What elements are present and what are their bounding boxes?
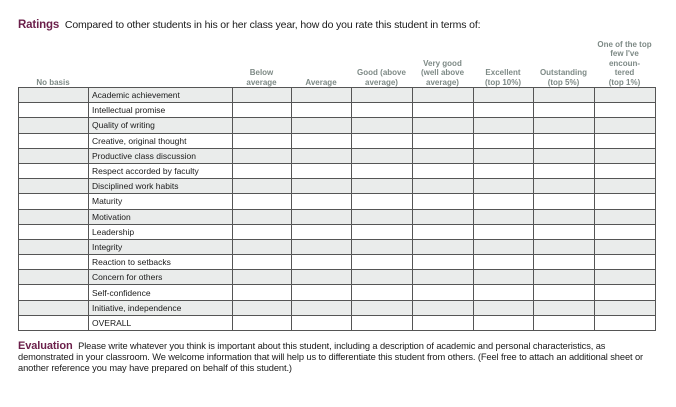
rating-cell[interactable]: [474, 270, 534, 285]
rating-row: [19, 133, 656, 148]
rating-cell[interactable]: [19, 148, 89, 163]
rating-cell[interactable]: [352, 133, 413, 148]
rating-cell[interactable]: [352, 239, 413, 254]
ratings-heading: [18, 19, 480, 31]
rating-cell[interactable]: [534, 255, 595, 270]
rating-row: [19, 209, 656, 224]
rating-cell[interactable]: [352, 118, 413, 133]
rating-cell[interactable]: [233, 179, 292, 194]
rating-cell[interactable]: [233, 270, 292, 285]
rating-cell[interactable]: [352, 315, 413, 330]
rating-cell[interactable]: [233, 103, 292, 118]
rating-cell[interactable]: [292, 209, 352, 224]
rating-cell[interactable]: [292, 194, 352, 209]
rating-cell[interactable]: [352, 300, 413, 315]
rating-cell[interactable]: [534, 270, 595, 285]
rating-cell[interactable]: [233, 118, 292, 133]
rating-row: [19, 118, 656, 133]
rating-cell[interactable]: [474, 300, 534, 315]
rating-cell[interactable]: [19, 300, 89, 315]
rating-cell[interactable]: [534, 209, 595, 224]
rating-cell[interactable]: [292, 239, 352, 254]
rating-row: [19, 255, 656, 270]
column-header-average: Average: [305, 77, 337, 87]
rating-cell[interactable]: [595, 148, 656, 163]
rating-cell[interactable]: [474, 239, 534, 254]
rating-cell[interactable]: [19, 88, 89, 103]
rating-cell[interactable]: [19, 118, 89, 133]
rating-cell[interactable]: [292, 255, 352, 270]
rating-cell[interactable]: [19, 209, 89, 224]
rating-cell[interactable]: [534, 224, 595, 239]
rating-cell[interactable]: [534, 194, 595, 209]
rating-cell[interactable]: [474, 224, 534, 239]
rating-cell[interactable]: [233, 148, 292, 163]
evaluation-text: Please write whatever you think is important about this student, including a description of academic and personal characteristics, as demonstrated in your classroom. We welcome information that will help us to differentiate this student from others. (Feel free to attach an additional sheet or another reference you may have prepared on behalf of this student.): [18, 341, 644, 373]
rating-cell[interactable]: [474, 163, 534, 178]
rating-cell[interactable]: [474, 194, 534, 209]
rating-cell[interactable]: [352, 163, 413, 178]
rating-cell[interactable]: [534, 163, 595, 178]
rating-cell[interactable]: [595, 315, 656, 330]
criterion-label: Creative, original thought: [89, 133, 233, 148]
criterion-label: Concern for others: [89, 270, 233, 285]
rating-cell[interactable]: [292, 224, 352, 239]
criterion-label: Reaction to setbacks: [89, 255, 233, 270]
column-header-very-good: Very good (well above average): [420, 58, 465, 87]
rating-cell[interactable]: [413, 88, 474, 103]
rating-cell[interactable]: [534, 148, 595, 163]
rating-row: [19, 270, 656, 285]
rating-row: [19, 179, 656, 194]
rating-row: [19, 300, 656, 315]
rating-row: [19, 163, 656, 178]
evaluation-title: Evaluation: [18, 340, 73, 352]
rating-cell[interactable]: [233, 209, 292, 224]
rating-cell[interactable]: [19, 163, 89, 178]
rating-cell[interactable]: [474, 148, 534, 163]
rating-cell[interactable]: [413, 103, 474, 118]
rating-cell[interactable]: [595, 194, 656, 209]
rating-cell[interactable]: [534, 103, 595, 118]
column-header-outstanding: Outstanding (top 5%): [539, 68, 588, 87]
rating-cell[interactable]: [534, 285, 595, 300]
rating-cell[interactable]: [292, 179, 352, 194]
column-header-good: Good (above average): [357, 68, 406, 87]
criterion-label: Maturity: [89, 194, 233, 209]
rating-cell[interactable]: [534, 315, 595, 330]
rating-cell[interactable]: [233, 88, 292, 103]
rating-cell[interactable]: [413, 194, 474, 209]
rating-cell[interactable]: [474, 315, 534, 330]
criterion-label: Respect accorded by faculty: [89, 163, 233, 178]
rating-cell[interactable]: [413, 255, 474, 270]
rating-cell[interactable]: [292, 315, 352, 330]
rating-cell[interactable]: [292, 300, 352, 315]
rating-cell[interactable]: [474, 118, 534, 133]
rating-cell[interactable]: [352, 148, 413, 163]
rating-cell[interactable]: [595, 270, 656, 285]
rating-cell[interactable]: [595, 300, 656, 315]
rating-cell[interactable]: [474, 285, 534, 300]
rating-row: [19, 103, 656, 118]
criterion-label: Self-confidence: [89, 285, 233, 300]
rating-cell[interactable]: [352, 103, 413, 118]
column-header-no-basis: No basis: [36, 77, 70, 87]
rating-cell[interactable]: [352, 224, 413, 239]
rating-cell[interactable]: [595, 118, 656, 133]
rating-row: [19, 148, 656, 163]
rating-cell[interactable]: [19, 194, 89, 209]
rating-cell[interactable]: [413, 209, 474, 224]
rating-cell[interactable]: [19, 255, 89, 270]
rating-cell[interactable]: [19, 285, 89, 300]
rating-cell[interactable]: [534, 88, 595, 103]
rating-cell[interactable]: [534, 239, 595, 254]
rating-cell[interactable]: [19, 315, 89, 330]
rating-cell[interactable]: [292, 163, 352, 178]
rating-cell[interactable]: [474, 133, 534, 148]
rating-cell[interactable]: [413, 179, 474, 194]
rating-cell[interactable]: [352, 88, 413, 103]
rating-cell[interactable]: [292, 88, 352, 103]
rating-cell[interactable]: [595, 255, 656, 270]
rating-cell[interactable]: [292, 118, 352, 133]
rating-row: [19, 239, 656, 254]
rating-cell[interactable]: [474, 103, 534, 118]
rating-row: [19, 224, 656, 239]
ratings-title: Ratings: [18, 19, 60, 31]
rating-cell[interactable]: [233, 224, 292, 239]
rating-cell[interactable]: [534, 133, 595, 148]
rating-cell[interactable]: [233, 163, 292, 178]
rating-cell[interactable]: [19, 179, 89, 194]
rating-cell[interactable]: [352, 179, 413, 194]
rating-cell[interactable]: [413, 270, 474, 285]
rating-cell[interactable]: [474, 179, 534, 194]
rating-cell[interactable]: [534, 179, 595, 194]
criterion-label: Productive class discussion: [89, 148, 233, 163]
rating-cell[interactable]: [413, 163, 474, 178]
rating-cell[interactable]: [292, 133, 352, 148]
rating-row: [19, 285, 656, 300]
rating-cell[interactable]: [413, 239, 474, 254]
rating-cell[interactable]: [595, 224, 656, 239]
rating-cell[interactable]: [352, 255, 413, 270]
criterion-label: Initiative, independence: [89, 300, 233, 315]
rating-row: [19, 88, 656, 103]
rating-cell[interactable]: [233, 315, 292, 330]
rating-cell[interactable]: [19, 224, 89, 239]
criterion-label: Motivation: [89, 209, 233, 224]
column-header-excellent: Excellent (top 10%): [485, 68, 521, 87]
rating-cell[interactable]: [474, 209, 534, 224]
rating-cell[interactable]: [413, 148, 474, 163]
ratings-prompt: Compared to other students in his or her class year, how do you rate this student in terms of:: [64, 19, 481, 31]
evaluation-section: [18, 341, 663, 374]
criterion-label: Integrity: [89, 239, 233, 254]
rating-cell[interactable]: [534, 300, 595, 315]
rating-cell[interactable]: [233, 285, 292, 300]
rating-cell[interactable]: [352, 285, 413, 300]
rating-cell[interactable]: [595, 179, 656, 194]
rating-cell[interactable]: [292, 103, 352, 118]
column-header-below-average: Below average: [246, 68, 277, 87]
rating-cell[interactable]: [413, 315, 474, 330]
rating-cell[interactable]: [233, 300, 292, 315]
rating-cell[interactable]: [595, 239, 656, 254]
rating-row: [19, 194, 656, 209]
rating-cell[interactable]: [595, 103, 656, 118]
rating-cell[interactable]: [19, 103, 89, 118]
rating-cell[interactable]: [233, 133, 292, 148]
rating-cell[interactable]: [595, 133, 656, 148]
rating-cell[interactable]: [595, 209, 656, 224]
rating-cell[interactable]: [595, 285, 656, 300]
rating-cell[interactable]: [534, 118, 595, 133]
rating-cell[interactable]: [292, 148, 352, 163]
rating-cell[interactable]: [474, 88, 534, 103]
rating-cell[interactable]: [233, 194, 292, 209]
rating-cell[interactable]: [352, 209, 413, 224]
criterion-label: Intellectual promise: [89, 103, 233, 118]
criterion-label: Disciplined work habits: [89, 179, 233, 194]
rating-cell[interactable]: [233, 239, 292, 254]
rating-row: [19, 315, 656, 330]
rating-cell[interactable]: [413, 285, 474, 300]
rating-cell[interactable]: [474, 255, 534, 270]
rating-cell[interactable]: [352, 194, 413, 209]
rating-cell[interactable]: [413, 224, 474, 239]
ratings-grid: [18, 87, 656, 331]
rating-cell[interactable]: [19, 270, 89, 285]
rating-cell[interactable]: [413, 300, 474, 315]
rating-cell[interactable]: [292, 270, 352, 285]
rating-cell[interactable]: [595, 88, 656, 103]
criterion-label: OVERALL: [89, 315, 233, 330]
rating-cell[interactable]: [19, 133, 89, 148]
criterion-label: Academic achievement: [89, 88, 233, 103]
rating-cell[interactable]: [595, 163, 656, 178]
criterion-label: Quality of writing: [89, 118, 233, 133]
rating-cell[interactable]: [352, 270, 413, 285]
rating-cell[interactable]: [233, 255, 292, 270]
criterion-label: Leadership: [89, 224, 233, 239]
column-header-top-few: One of the top few I've encoun- tered (top 1%): [597, 39, 652, 87]
rating-cell[interactable]: [19, 239, 89, 254]
rating-cell[interactable]: [413, 133, 474, 148]
rating-cell[interactable]: [292, 285, 352, 300]
rating-cell[interactable]: [413, 118, 474, 133]
